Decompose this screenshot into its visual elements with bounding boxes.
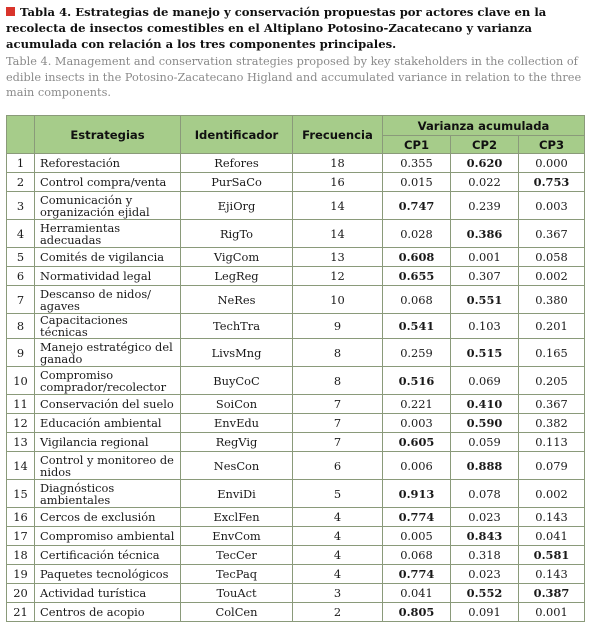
cp3-cell: 0.001 [519, 603, 585, 622]
cp1-cell: 0.221 [383, 395, 451, 414]
cp2-cell: 0.386 [451, 220, 519, 248]
cp1-cell: 0.068 [383, 286, 451, 314]
identifier-cell: TechTra [181, 314, 293, 339]
row-number: 20 [7, 584, 35, 603]
strategy-cell: Certificación técnica [35, 546, 181, 565]
row-number: 6 [7, 267, 35, 286]
caption-spanish [6, 4, 584, 52]
identifier-cell: LivsMng [181, 339, 293, 367]
identifier-cell: EnvEdu [181, 414, 293, 433]
row-number: 7 [7, 286, 35, 314]
cp1-cell: 0.913 [383, 480, 451, 508]
cp2-cell: 0.551 [451, 286, 519, 314]
row-number: 21 [7, 603, 35, 622]
row-number: 13 [7, 433, 35, 452]
row-number: 19 [7, 565, 35, 584]
cp3-cell: 0.382 [519, 414, 585, 433]
cp1-cell: 0.516 [383, 367, 451, 395]
identifier-cell: RigTo [181, 220, 293, 248]
table-row [7, 286, 585, 314]
frequency-cell: 5 [293, 480, 383, 508]
identifier-cell: LegReg [181, 267, 293, 286]
cp3-cell: 0.000 [519, 154, 585, 173]
frequency-cell: 9 [293, 314, 383, 339]
identifier-cell: Refores [181, 154, 293, 173]
table-body [7, 154, 585, 622]
table-row [7, 192, 585, 220]
table-row [7, 220, 585, 248]
row-number: 15 [7, 480, 35, 508]
strategy-cell: Centros de acopio [35, 603, 181, 622]
strategy-cell: Comunicación y organización ejidal [35, 192, 181, 220]
cp3-cell: 0.581 [519, 546, 585, 565]
row-number: 4 [7, 220, 35, 248]
cp2-cell: 0.552 [451, 584, 519, 603]
table-row [7, 395, 585, 414]
strategy-cell: Compromiso ambiental [35, 527, 181, 546]
cp1-cell: 0.003 [383, 414, 451, 433]
cp2-cell: 0.888 [451, 452, 519, 480]
table-row [7, 367, 585, 395]
cp2-cell: 0.069 [451, 367, 519, 395]
cp3-cell: 0.205 [519, 367, 585, 395]
row-number: 18 [7, 546, 35, 565]
cp2-cell: 0.620 [451, 154, 519, 173]
cp1-cell: 0.774 [383, 508, 451, 527]
cp3-cell: 0.753 [519, 173, 585, 192]
identifier-cell: TecPaq [181, 565, 293, 584]
table-row [7, 173, 585, 192]
table-row [7, 314, 585, 339]
strategy-cell: Descanso de nidos/ agaves [35, 286, 181, 314]
identifier-cell: NeRes [181, 286, 293, 314]
table-row [7, 267, 585, 286]
frequency-cell: 13 [293, 248, 383, 267]
identifier-cell: EnviDi [181, 480, 293, 508]
cp2-cell: 0.515 [451, 339, 519, 367]
frequency-cell: 18 [293, 154, 383, 173]
cp2-cell: 0.843 [451, 527, 519, 546]
table-row [7, 480, 585, 508]
red-square-bullet-icon [6, 7, 15, 16]
cp2-cell: 0.059 [451, 433, 519, 452]
cp3-cell: 0.079 [519, 452, 585, 480]
header-identifier: Identificador [181, 116, 293, 154]
cp2-cell: 0.590 [451, 414, 519, 433]
strategy-cell: Comités de vigilancia [35, 248, 181, 267]
identifier-cell: SoiCon [181, 395, 293, 414]
cp3-cell: 0.143 [519, 508, 585, 527]
table-row [7, 452, 585, 480]
frequency-cell: 4 [293, 508, 383, 527]
table-row [7, 433, 585, 452]
table-row [7, 339, 585, 367]
frequency-cell: 8 [293, 367, 383, 395]
row-number: 14 [7, 452, 35, 480]
cp1-cell: 0.068 [383, 546, 451, 565]
row-number: 12 [7, 414, 35, 433]
identifier-cell: ExclFen [181, 508, 293, 527]
strategy-cell: Normatividad legal [35, 267, 181, 286]
identifier-cell: BuyCoC [181, 367, 293, 395]
frequency-cell: 8 [293, 339, 383, 367]
table-row [7, 527, 585, 546]
cp1-cell: 0.805 [383, 603, 451, 622]
strategy-cell: Control compra/venta [35, 173, 181, 192]
table-row [7, 508, 585, 527]
strategy-cell: Conservación del suelo [35, 395, 181, 414]
cp2-cell: 0.307 [451, 267, 519, 286]
cp2-cell: 0.239 [451, 192, 519, 220]
strategies-table [6, 115, 585, 622]
strategy-cell: Paquetes tecnológicos [35, 565, 181, 584]
cp2-cell: 0.318 [451, 546, 519, 565]
identifier-cell: EjiOrg [181, 192, 293, 220]
cp1-cell: 0.259 [383, 339, 451, 367]
cp1-cell: 0.005 [383, 527, 451, 546]
frequency-cell: 7 [293, 414, 383, 433]
cp3-cell: 0.113 [519, 433, 585, 452]
frequency-cell: 2 [293, 603, 383, 622]
identifier-cell: PurSaCo [181, 173, 293, 192]
strategy-cell: Educación ambiental [35, 414, 181, 433]
header-frequency: Frecuencia [293, 116, 383, 154]
cp2-cell: 0.022 [451, 173, 519, 192]
strategy-cell: Compromiso comprador/recolector [35, 367, 181, 395]
cp1-cell: 0.608 [383, 248, 451, 267]
row-number: 1 [7, 154, 35, 173]
header-variance: Varianza acumulada [383, 116, 585, 136]
header-cp2: CP2 [451, 136, 519, 154]
cp2-cell: 0.410 [451, 395, 519, 414]
cp3-cell: 0.380 [519, 286, 585, 314]
table-row [7, 414, 585, 433]
frequency-cell: 6 [293, 452, 383, 480]
cp2-cell: 0.091 [451, 603, 519, 622]
identifier-cell: VigCom [181, 248, 293, 267]
caption-english: Table 4. Management and conservation strategies proposed by key stakeholders in the collection of edible insects in the Potosino-Zacatecano Higland and accumulated variance in relation to the three main components. [6, 55, 582, 99]
identifier-cell: RegVig [181, 433, 293, 452]
table-row [7, 584, 585, 603]
cp1-cell: 0.541 [383, 314, 451, 339]
header-cp3: CP3 [519, 136, 585, 154]
cp3-cell: 0.058 [519, 248, 585, 267]
cp3-cell: 0.165 [519, 339, 585, 367]
strategy-cell: Vigilancia regional [35, 433, 181, 452]
cp3-cell: 0.002 [519, 480, 585, 508]
row-number: 9 [7, 339, 35, 367]
cp3-cell: 0.367 [519, 395, 585, 414]
row-number: 3 [7, 192, 35, 220]
cp2-cell: 0.078 [451, 480, 519, 508]
row-number: 2 [7, 173, 35, 192]
strategy-cell: Control y monitoreo de nidos [35, 452, 181, 480]
frequency-cell: 10 [293, 286, 383, 314]
cp1-cell: 0.747 [383, 192, 451, 220]
strategy-cell: Diagnósticos ambientales [35, 480, 181, 508]
frequency-cell: 4 [293, 527, 383, 546]
header-index [7, 116, 35, 154]
row-number: 17 [7, 527, 35, 546]
table-row [7, 248, 585, 267]
frequency-cell: 7 [293, 395, 383, 414]
identifier-cell: TecCer [181, 546, 293, 565]
frequency-cell: 14 [293, 192, 383, 220]
cp3-cell: 0.201 [519, 314, 585, 339]
identifier-cell: NesCon [181, 452, 293, 480]
cp3-cell: 0.003 [519, 192, 585, 220]
row-number: 16 [7, 508, 35, 527]
identifier-cell: EnvCom [181, 527, 293, 546]
frequency-cell: 3 [293, 584, 383, 603]
frequency-cell: 12 [293, 267, 383, 286]
row-number: 10 [7, 367, 35, 395]
table-row [7, 154, 585, 173]
strategy-cell: Cercos de exclusión [35, 508, 181, 527]
cp1-cell: 0.655 [383, 267, 451, 286]
cp1-cell: 0.028 [383, 220, 451, 248]
cp1-cell: 0.015 [383, 173, 451, 192]
cp1-cell: 0.605 [383, 433, 451, 452]
cp1-cell: 0.355 [383, 154, 451, 173]
table-row [7, 603, 585, 622]
table-row [7, 546, 585, 565]
strategy-cell: Manejo estratégico del ganado [35, 339, 181, 367]
identifier-cell: TouAct [181, 584, 293, 603]
cp1-cell: 0.041 [383, 584, 451, 603]
strategy-cell: Actividad turística [35, 584, 181, 603]
header-strategies: Estrategias [35, 116, 181, 154]
row-number: 11 [7, 395, 35, 414]
cp3-cell: 0.143 [519, 565, 585, 584]
cp2-cell: 0.023 [451, 508, 519, 527]
cp3-cell: 0.041 [519, 527, 585, 546]
strategy-cell: Herramientas adecuadas [35, 220, 181, 248]
row-number: 8 [7, 314, 35, 339]
strategy-cell: Reforestación [35, 154, 181, 173]
caption-spanish-text: Tabla 4. Estrategias de manejo y conservación propuestas por actores clave en la recolecta de insectos comestibles en el Altiplano Potosino-Zacatecano y varianza acumulada con relación a los tres componentes principales. [6, 5, 547, 51]
cp1-cell: 0.774 [383, 565, 451, 584]
table-row [7, 565, 585, 584]
frequency-cell: 4 [293, 546, 383, 565]
identifier-cell: ColCen [181, 603, 293, 622]
table-caption [6, 4, 584, 101]
row-number: 5 [7, 248, 35, 267]
cp2-cell: 0.103 [451, 314, 519, 339]
frequency-cell: 16 [293, 173, 383, 192]
cp2-cell: 0.001 [451, 248, 519, 267]
header-cp1: CP1 [383, 136, 451, 154]
frequency-cell: 4 [293, 565, 383, 584]
cp2-cell: 0.023 [451, 565, 519, 584]
frequency-cell: 14 [293, 220, 383, 248]
strategy-cell: Capacitaciones técnicas [35, 314, 181, 339]
cp3-cell: 0.002 [519, 267, 585, 286]
frequency-cell: 7 [293, 433, 383, 452]
cp3-cell: 0.367 [519, 220, 585, 248]
cp3-cell: 0.387 [519, 584, 585, 603]
cp1-cell: 0.006 [383, 452, 451, 480]
